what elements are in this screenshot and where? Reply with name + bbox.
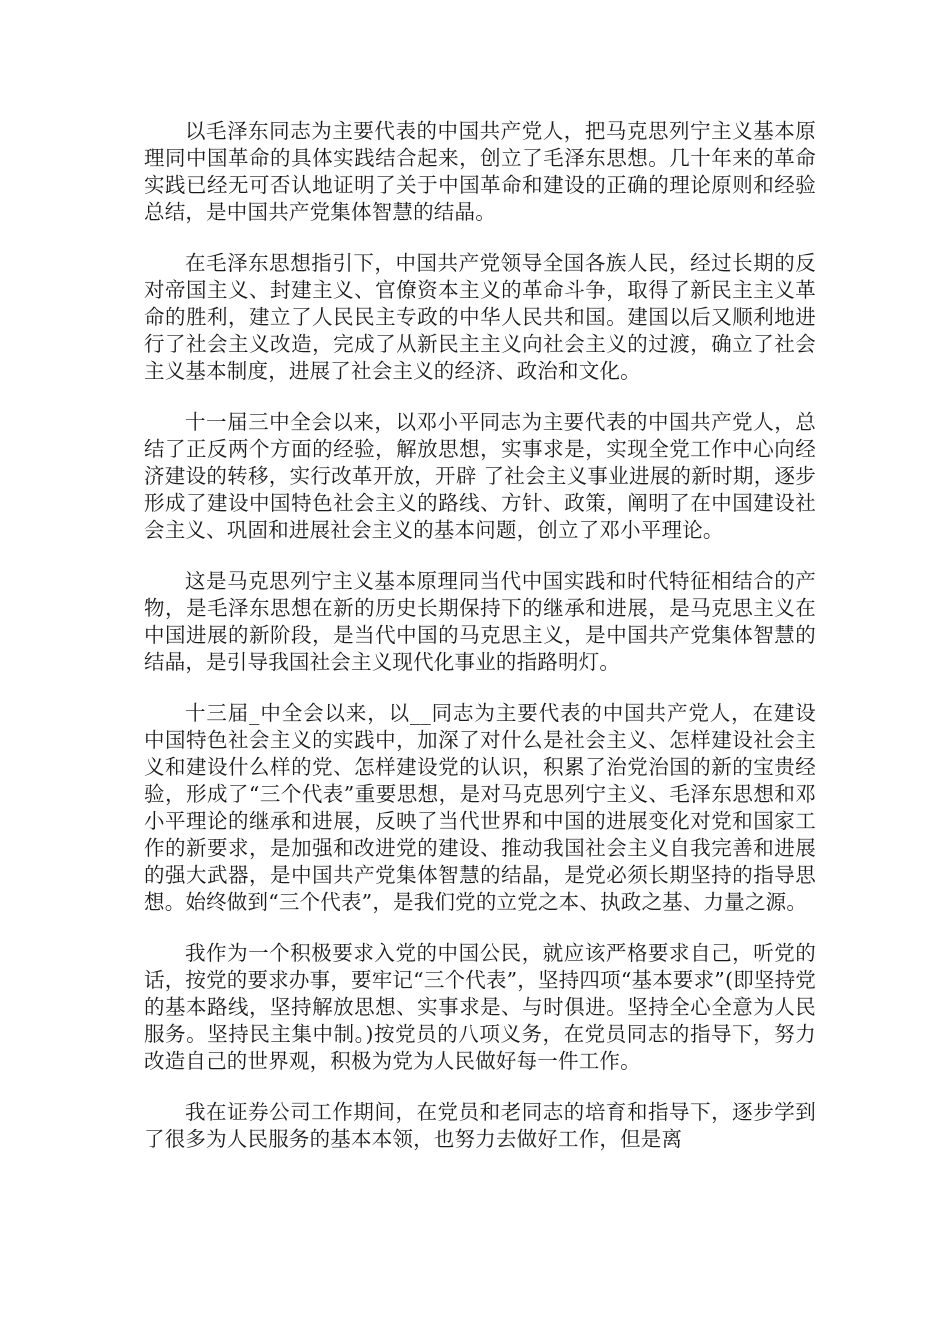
paragraph-1: 以毛泽东同志为主要代表的中国共产党人，把马克思列宁主义基本原理同中国革命的具体实践结合起来，创立了毛泽东思想。几十年来的革命实践已经无可否认地证明了关于中国革命和建设的正确的理论原则和经验总结，是中国共产党集体智慧的结晶。 (144, 119, 816, 224)
document-body (144, 118, 816, 1177)
paragraph-4: 这是马克思列宁主义基本原理同当代中国实践和时代特征相结合的产物，是毛泽东思想在新的历史长期保持下的继承和进展，是马克思主义在中国进展的新阶段，是当代中国的马克思主义，是中国共产党集体智慧的结晶，是引导我国社会主义现代化事业的指路明灯。 (144, 569, 816, 674)
paragraph-2: 在毛泽东思想指引下，中国共产党领导全国各族人民，经过长期的反对帝国主义、封建主义、官僚资本主义的革命斗争，取得了新民主主义革命的胜利，建立了人民民主专政的中华人民共和国。建国以后又顺利地进行了社会主义改造，完成了从新民主主义向社会主义的过渡，确立了社会主义基本制度，进展了社会主义的经济、政治和文化。 (144, 251, 816, 383)
paragraph-3: 十一届三中全会以来，以邓小平同志为主要代表的中国共产党人，总结了正反两个方面的经验，解放思想，实事求是，实现全党工作中心向经济建设的转移，实行改革开放，开辟 了社会主义事业进展的新时期，逐步形成了建设中国特色社会主义的路线、方针、政策，阐明了在中国建设社会主义、巩固和进展社会主义的基本问题，创立了邓小平理论。 (144, 410, 816, 542)
paragraph-7: 我在证券公司工作期间，在党员和老同志的培育和指导下，逐步学到了很多为人民服务的基本本领，也努力去做好工作，但是离 (144, 1100, 816, 1151)
paragraph-5: 十三届_中全会以来，以__同志为主要代表的中国共产党人，在建设中国特色社会主义的实践中，加深了对什么是社会主义、怎样建设社会主义和建设什么样的党、怎样建设党的认识，积累了治党治国的新的宝贵经验，形成了“三个代表”重要思想，是对马克思列宁主义、毛泽东思想和邓小平理论的继承和进展，反映了当代世界和中国的进展变化对党和国家工作的新要求，是加强和改进党的建设、推动我国社会主义自我完善和进展的强大武器，是中国共产党集体智慧的结晶，是党必须长期坚持的指导思想。始终做到“三个代表”，是我们党的立党之本、执政之基、力量之源。 (144, 701, 816, 914)
paragraph-6: 我作为一个积极要求入党的中国公民，就应该严格要求自己，听党的话，按党的要求办事，要牢记“三个代表”，坚持四项“基本要求”(即坚持党的基本路线，坚持解放思想、实事求是、与时俱进。坚持全心全意为人民服务。坚持民主集中制。)按党员的八项义务，在党员同志的指导下，努力改造自己的世界观，积极为党为人民做好每一件工作。 (144, 941, 816, 1073)
